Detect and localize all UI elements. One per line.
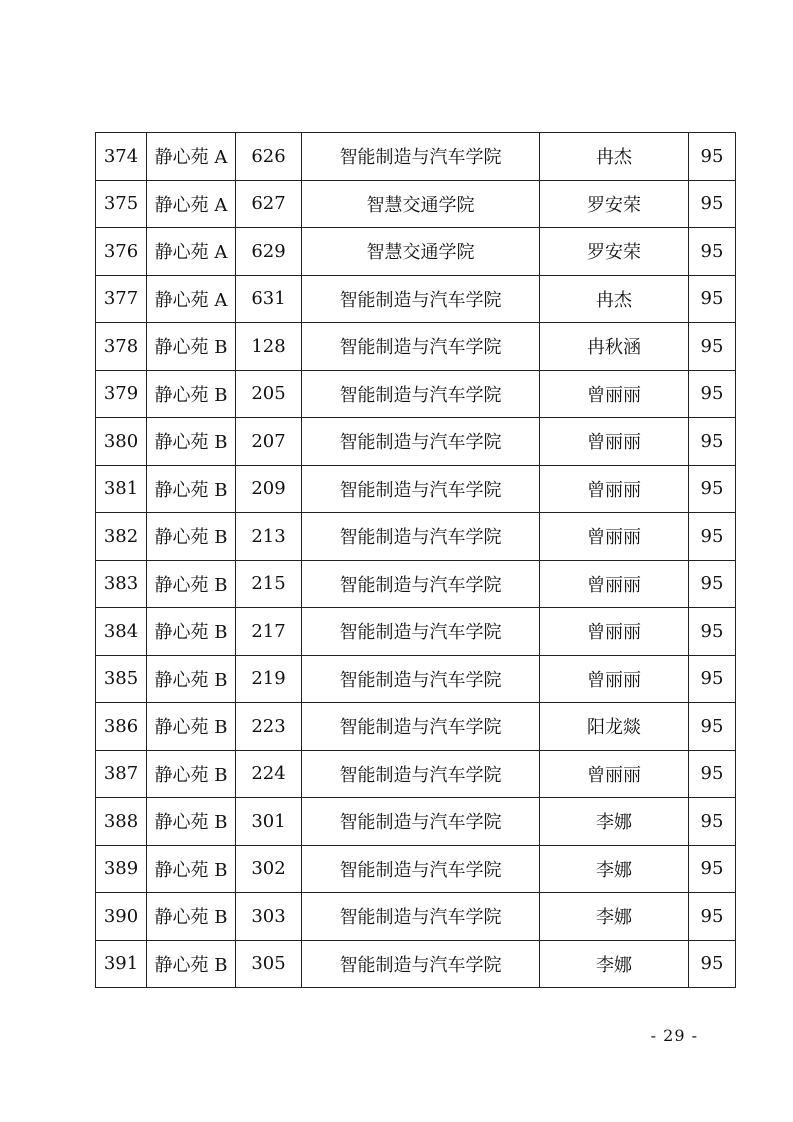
cell-score: 95 <box>689 323 736 371</box>
cell-building: 静心苑 A <box>147 133 236 181</box>
cell-number: 390 <box>96 893 147 941</box>
cell-room: 631 <box>236 275 302 323</box>
table-row <box>96 180 736 228</box>
cell-room: 627 <box>236 180 302 228</box>
cell-room: 209 <box>236 465 302 513</box>
cell-room: 215 <box>236 560 302 608</box>
cell-counselor: 李娜 <box>540 798 689 846</box>
cell-building: 静心苑 B <box>147 940 236 988</box>
cell-number: 378 <box>96 323 147 371</box>
cell-score: 95 <box>689 655 736 703</box>
cell-college: 智能制造与汽车学院 <box>302 845 540 893</box>
cell-building: 静心苑 B <box>147 608 236 656</box>
cell-building: 静心苑 A <box>147 228 236 276</box>
table-row <box>96 323 736 371</box>
cell-number: 377 <box>96 275 147 323</box>
cell-college: 智能制造与汽车学院 <box>302 275 540 323</box>
cell-college: 智慧交通学院 <box>302 228 540 276</box>
cell-number: 380 <box>96 418 147 466</box>
cell-room: 629 <box>236 228 302 276</box>
cell-college: 智慧交通学院 <box>302 180 540 228</box>
cell-score: 95 <box>689 560 736 608</box>
cell-building: 静心苑 B <box>147 323 236 371</box>
cell-number: 386 <box>96 703 147 751</box>
table-row <box>96 940 736 988</box>
cell-number: 374 <box>96 133 147 181</box>
cell-room: 213 <box>236 513 302 561</box>
cell-college: 智能制造与汽车学院 <box>302 133 540 181</box>
cell-score: 95 <box>689 513 736 561</box>
cell-number: 375 <box>96 180 147 228</box>
cell-room: 223 <box>236 703 302 751</box>
cell-number: 387 <box>96 750 147 798</box>
cell-room: 302 <box>236 845 302 893</box>
cell-counselor: 李娜 <box>540 940 689 988</box>
table-body <box>96 133 736 988</box>
cell-score: 95 <box>689 370 736 418</box>
table-row <box>96 655 736 703</box>
cell-counselor: 曾丽丽 <box>540 418 689 466</box>
dormitory-score-table-container <box>95 132 735 988</box>
table-row <box>96 893 736 941</box>
cell-counselor: 李娜 <box>540 893 689 941</box>
table-row <box>96 228 736 276</box>
cell-number: 389 <box>96 845 147 893</box>
cell-building: 静心苑 B <box>147 750 236 798</box>
cell-counselor: 罗安荣 <box>540 180 689 228</box>
cell-counselor: 曾丽丽 <box>540 750 689 798</box>
table-row <box>96 370 736 418</box>
cell-number: 384 <box>96 608 147 656</box>
cell-building: 静心苑 A <box>147 275 236 323</box>
dormitory-score-table <box>95 132 736 988</box>
cell-building: 静心苑 B <box>147 465 236 513</box>
cell-score: 95 <box>689 940 736 988</box>
table-row <box>96 418 736 466</box>
cell-counselor: 冉杰 <box>540 275 689 323</box>
cell-college: 智能制造与汽车学院 <box>302 750 540 798</box>
cell-score: 95 <box>689 893 736 941</box>
table-row <box>96 513 736 561</box>
cell-room: 217 <box>236 608 302 656</box>
cell-counselor: 曾丽丽 <box>540 655 689 703</box>
cell-counselor: 曾丽丽 <box>540 370 689 418</box>
cell-room: 305 <box>236 940 302 988</box>
cell-building: 静心苑 A <box>147 180 236 228</box>
cell-counselor: 罗安荣 <box>540 228 689 276</box>
cell-college: 智能制造与汽车学院 <box>302 893 540 941</box>
cell-college: 智能制造与汽车学院 <box>302 513 540 561</box>
cell-counselor: 冉秋涵 <box>540 323 689 371</box>
cell-room: 207 <box>236 418 302 466</box>
cell-room: 301 <box>236 798 302 846</box>
cell-building: 静心苑 B <box>147 513 236 561</box>
cell-score: 95 <box>689 845 736 893</box>
cell-number: 385 <box>96 655 147 703</box>
cell-score: 95 <box>689 228 736 276</box>
cell-score: 95 <box>689 703 736 751</box>
cell-counselor: 曾丽丽 <box>540 608 689 656</box>
cell-college: 智能制造与汽车学院 <box>302 323 540 371</box>
table-row <box>96 750 736 798</box>
cell-score: 95 <box>689 275 736 323</box>
cell-score: 95 <box>689 608 736 656</box>
cell-score: 95 <box>689 750 736 798</box>
table-row <box>96 465 736 513</box>
cell-score: 95 <box>689 133 736 181</box>
cell-number: 381 <box>96 465 147 513</box>
cell-number: 379 <box>96 370 147 418</box>
table-row <box>96 133 736 181</box>
cell-building: 静心苑 B <box>147 370 236 418</box>
cell-counselor: 曾丽丽 <box>540 560 689 608</box>
cell-building: 静心苑 B <box>147 418 236 466</box>
cell-score: 95 <box>689 180 736 228</box>
cell-college: 智能制造与汽车学院 <box>302 798 540 846</box>
cell-room: 219 <box>236 655 302 703</box>
cell-number: 391 <box>96 940 147 988</box>
cell-building: 静心苑 B <box>147 798 236 846</box>
cell-building: 静心苑 B <box>147 655 236 703</box>
cell-counselor: 阳龙燚 <box>540 703 689 751</box>
cell-college: 智能制造与汽车学院 <box>302 703 540 751</box>
cell-room: 224 <box>236 750 302 798</box>
cell-counselor: 曾丽丽 <box>540 465 689 513</box>
cell-college: 智能制造与汽车学院 <box>302 608 540 656</box>
cell-score: 95 <box>689 418 736 466</box>
cell-room: 205 <box>236 370 302 418</box>
cell-number: 388 <box>96 798 147 846</box>
table-row <box>96 703 736 751</box>
cell-number: 376 <box>96 228 147 276</box>
cell-building: 静心苑 B <box>147 703 236 751</box>
cell-counselor: 曾丽丽 <box>540 513 689 561</box>
cell-score: 95 <box>689 465 736 513</box>
table-row <box>96 845 736 893</box>
cell-college: 智能制造与汽车学院 <box>302 465 540 513</box>
cell-number: 383 <box>96 560 147 608</box>
cell-college: 智能制造与汽车学院 <box>302 940 540 988</box>
cell-room: 128 <box>236 323 302 371</box>
table-row <box>96 560 736 608</box>
table-row <box>96 798 736 846</box>
cell-number: 382 <box>96 513 147 561</box>
cell-college: 智能制造与汽车学院 <box>302 560 540 608</box>
cell-building: 静心苑 B <box>147 560 236 608</box>
cell-building: 静心苑 B <box>147 893 236 941</box>
cell-room: 303 <box>236 893 302 941</box>
cell-room: 626 <box>236 133 302 181</box>
cell-college: 智能制造与汽车学院 <box>302 418 540 466</box>
cell-college: 智能制造与汽车学院 <box>302 655 540 703</box>
cell-counselor: 李娜 <box>540 845 689 893</box>
cell-building: 静心苑 B <box>147 845 236 893</box>
table-row <box>96 608 736 656</box>
table-row <box>96 275 736 323</box>
cell-college: 智能制造与汽车学院 <box>302 370 540 418</box>
page-number: - 29 - <box>650 1026 698 1045</box>
cell-score: 95 <box>689 798 736 846</box>
cell-counselor: 冉杰 <box>540 133 689 181</box>
